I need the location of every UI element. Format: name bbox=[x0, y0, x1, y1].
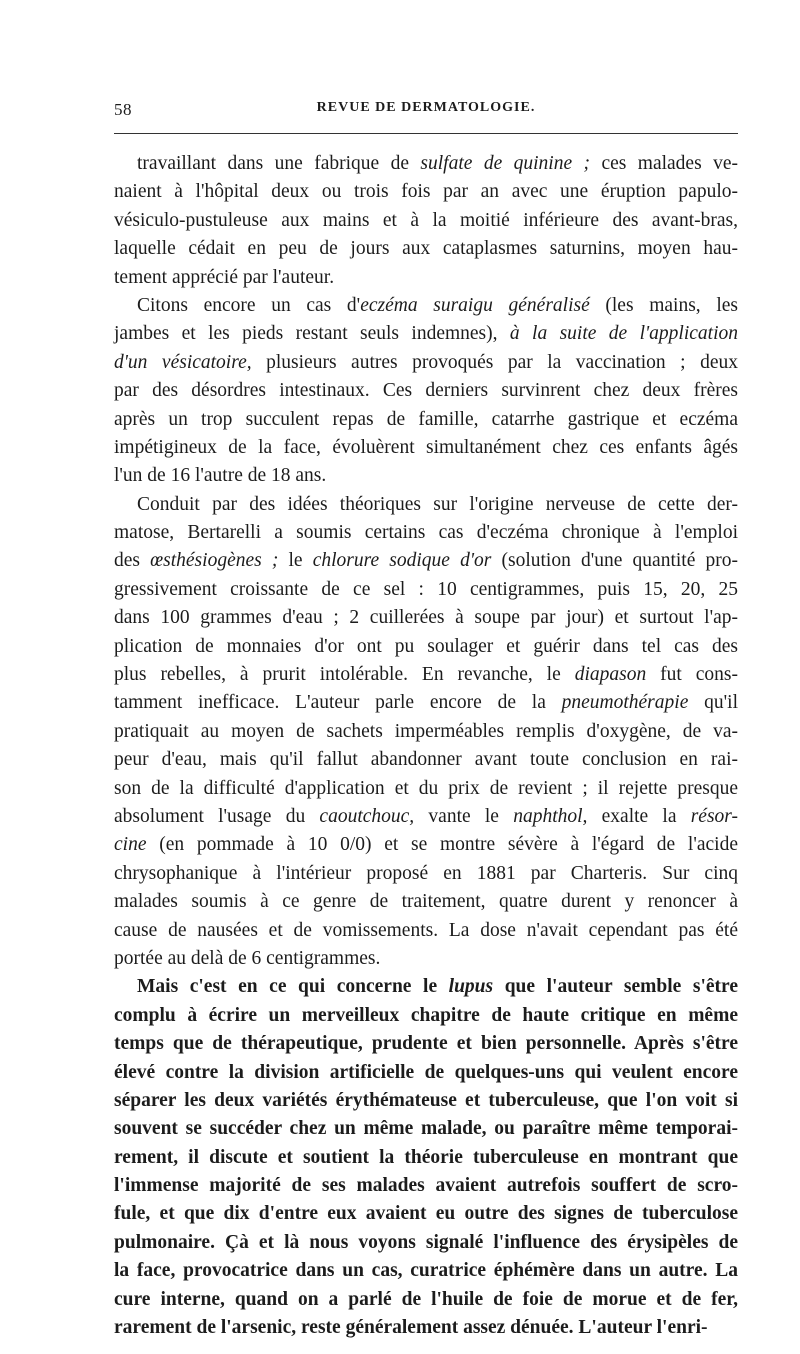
text-segment: que l'auteur semble s'être bbox=[493, 976, 738, 998]
text-segment: exalte la bbox=[587, 805, 691, 827]
text-line bbox=[114, 1200, 738, 1228]
italic-text: sulfate de quinine ; bbox=[420, 153, 591, 174]
italic-text: d'un vésicatoire, bbox=[114, 351, 252, 373]
text-line bbox=[114, 547, 738, 575]
italic-text: résor- bbox=[690, 805, 738, 827]
text-segment: par des désordres intestinaux. Ces derniers survinrent chez deux frères bbox=[114, 380, 738, 402]
text-segment: après un trop succulent repas de famille, catarrhe gastrique et eczéma bbox=[114, 408, 738, 430]
text-line bbox=[114, 917, 738, 945]
paragraph bbox=[114, 150, 738, 292]
text-segment: jambes et les pieds restant seuls indemnes), bbox=[114, 323, 510, 345]
text-line bbox=[114, 377, 738, 405]
text-segment: matose, Bertarelli a soumis certains cas d'eczéma chronique à l'emploi bbox=[114, 522, 738, 544]
text-line bbox=[114, 689, 738, 717]
text-segment: séparer les deux variétés érythémateuse et tuberculeuse, que l'on voit si bbox=[114, 1089, 738, 1111]
text-segment: l'un de 16 l'autre de 18 ans. bbox=[114, 465, 327, 487]
text-line bbox=[114, 633, 738, 661]
text-segment: Conduit par des idées théoriques sur l'origine nerveuse de cette der- bbox=[137, 493, 738, 515]
text-segment: plus rebelles, à prurit intolérable. En revanche, le bbox=[114, 664, 575, 686]
text-line bbox=[114, 320, 738, 348]
text-line bbox=[114, 831, 738, 859]
text-segment: fut cons- bbox=[646, 664, 738, 686]
text-line bbox=[114, 207, 738, 235]
text-segment: cause de nausées et de vomissements. La dose n'avait cependant pas été bbox=[114, 919, 738, 941]
text-segment: cure interne, quand on a parlé de l'huile de foie de morue et de fer, bbox=[114, 1288, 738, 1310]
text-line bbox=[114, 491, 738, 519]
text-segment: dans 100 grammes d'eau ; 2 cuillerées à soupe par jour) et surtout l'ap- bbox=[114, 607, 738, 629]
text-line bbox=[114, 576, 738, 604]
text-segment: gressivement croissante de ce sel : 10 centigrammes, puis 15, 20, 25 bbox=[114, 578, 738, 600]
italic-text: pneumothérapie bbox=[561, 692, 689, 714]
text-line bbox=[114, 1229, 738, 1257]
text-segment: pratiquait au moyen de sachets imperméables remplis d'oxygène, de va- bbox=[114, 720, 738, 742]
text-segment: (solution d'une quantité pro- bbox=[491, 550, 738, 572]
body-text bbox=[114, 150, 738, 1342]
text-segment: chrysophanique à l'intérieur proposé en 1881 par Charteris. Sur cinq bbox=[114, 862, 738, 884]
text-segment: souvent se succéder chez un même malade, ou paraître même temporai- bbox=[114, 1118, 738, 1140]
text-segment: Citons encore un cas d' bbox=[137, 294, 361, 316]
italic-text: lupus bbox=[448, 976, 494, 998]
text-line bbox=[114, 1059, 738, 1087]
text-line bbox=[114, 434, 738, 462]
text-line bbox=[114, 1087, 738, 1115]
text-line bbox=[114, 1115, 738, 1143]
text-line bbox=[114, 860, 738, 888]
text-segment: plusieurs autres provoqués par la vaccination ; deux bbox=[251, 351, 738, 373]
text-segment: laquelle cédait en peu de jours aux cataplasmes saturnins, moyen hau- bbox=[114, 238, 738, 260]
text-line bbox=[114, 604, 738, 632]
text-line bbox=[114, 150, 738, 178]
text-line bbox=[114, 1030, 738, 1058]
text-segment: impétigineux de la face, évoluèrent simultanément chez ces enfants âgés bbox=[114, 436, 738, 458]
text-line bbox=[114, 406, 738, 434]
text-segment: Mais c'est en ce qui concerne le bbox=[137, 976, 449, 998]
text-segment: élevé contre la division artificielle de quelques-uns qui veulent encore bbox=[114, 1061, 738, 1083]
text-segment: portée au delà de 6 centigrammes. bbox=[114, 947, 381, 969]
text-segment: pulmonaire. Çà et là nous voyons signalé l'influence des érysipèles de bbox=[114, 1231, 738, 1253]
text-segment: tamment inefficace. L'auteur parle encore de la bbox=[114, 692, 562, 714]
text-segment: peur d'eau, mais qu'il fallut abandonner avant toute conclusion en rai- bbox=[114, 749, 738, 771]
italic-text: œsthésiogènes ; bbox=[150, 550, 279, 572]
italic-text: à la suite de l'application bbox=[509, 323, 738, 345]
text-line bbox=[114, 1172, 738, 1200]
text-segment: (en pommade à 10 0/0) et se montre sévère à l'égard de l'acide bbox=[146, 834, 738, 856]
text-segment: plication de monnaies d'or ont pu soulager et guérir dans tel cas des bbox=[114, 635, 738, 657]
text-segment: la face, provocatrice dans un cas, curatrice éphémère dans un autre. La bbox=[114, 1260, 738, 1282]
text-line bbox=[114, 803, 738, 831]
italic-text: caoutchouc, bbox=[319, 805, 415, 827]
text-line bbox=[114, 746, 738, 774]
text-line bbox=[114, 718, 738, 746]
text-line bbox=[114, 888, 738, 916]
text-segment: ces malades ve- bbox=[590, 153, 738, 174]
text-segment: le bbox=[278, 550, 313, 572]
text-segment: vante le bbox=[414, 805, 514, 827]
text-line bbox=[114, 264, 738, 292]
text-segment: rement, il discute et soutient la théorie tuberculeuse en montrant que bbox=[114, 1146, 738, 1168]
paragraph bbox=[114, 973, 738, 1342]
paragraph bbox=[114, 292, 738, 491]
italic-text: naphthol, bbox=[513, 805, 588, 827]
italic-text: cine bbox=[114, 834, 147, 856]
header-rule bbox=[114, 133, 738, 134]
text-segment: fule, et que dix d'entre eux avaient eu outre des signes de tuberculose bbox=[114, 1203, 738, 1225]
text-segment: tement apprécié par l'auteur. bbox=[114, 266, 335, 288]
text-line bbox=[114, 1144, 738, 1172]
text-segment: absolument l'usage du bbox=[114, 805, 320, 827]
text-segment: (les mains, les bbox=[589, 294, 738, 316]
text-segment: vésiculo-pustuleuse aux mains et à la moitié inférieure des avant-bras, bbox=[114, 209, 738, 231]
text-segment: qu'il bbox=[688, 692, 738, 714]
text-line bbox=[114, 1286, 738, 1314]
text-line bbox=[114, 462, 738, 490]
text-segment: des bbox=[114, 550, 151, 572]
text-line bbox=[114, 1257, 738, 1285]
text-line bbox=[114, 661, 738, 689]
text-line bbox=[114, 235, 738, 263]
page-number: 58 bbox=[114, 100, 132, 119]
text-segment: l'immense majorité de ses malades avaient autrefois souffert de scro- bbox=[114, 1175, 738, 1197]
text-segment: travaillant dans une fabrique de bbox=[137, 153, 421, 174]
text-segment: malades soumis à ce genre de traitement, quatre durent y renoncer à bbox=[114, 891, 738, 913]
italic-text: chlorure sodique d'or bbox=[312, 550, 492, 572]
running-title: REVUE DE DERMATOLOGIE. bbox=[316, 100, 536, 115]
page-header bbox=[114, 100, 738, 134]
text-segment: son de la difficulté d'application et du prix de revient ; il rejette presque bbox=[114, 777, 738, 799]
text-line bbox=[114, 973, 738, 1001]
text-segment: naient à l'hôpital deux ou trois fois par an avec une éruption papulo- bbox=[114, 181, 738, 203]
text-line bbox=[114, 519, 738, 547]
text-line bbox=[114, 292, 738, 320]
text-line bbox=[114, 349, 738, 377]
italic-text: diapason bbox=[574, 664, 647, 686]
text-segment: rarement de l'arsenic, reste généralement assez dénuée. L'auteur l'enri- bbox=[114, 1317, 708, 1339]
text-line bbox=[114, 1314, 738, 1342]
text-segment: complu à écrire un merveilleux chapitre de haute critique en même bbox=[114, 1004, 738, 1026]
text-line bbox=[114, 945, 738, 973]
text-line bbox=[114, 775, 738, 803]
text-line bbox=[114, 1002, 738, 1030]
text-line bbox=[114, 178, 738, 206]
italic-text: eczéma suraigu généralisé bbox=[360, 294, 590, 316]
paragraph bbox=[114, 491, 738, 974]
text-segment: temps que de thérapeutique, prudente et bien personnelle. Après s'être bbox=[114, 1033, 738, 1055]
